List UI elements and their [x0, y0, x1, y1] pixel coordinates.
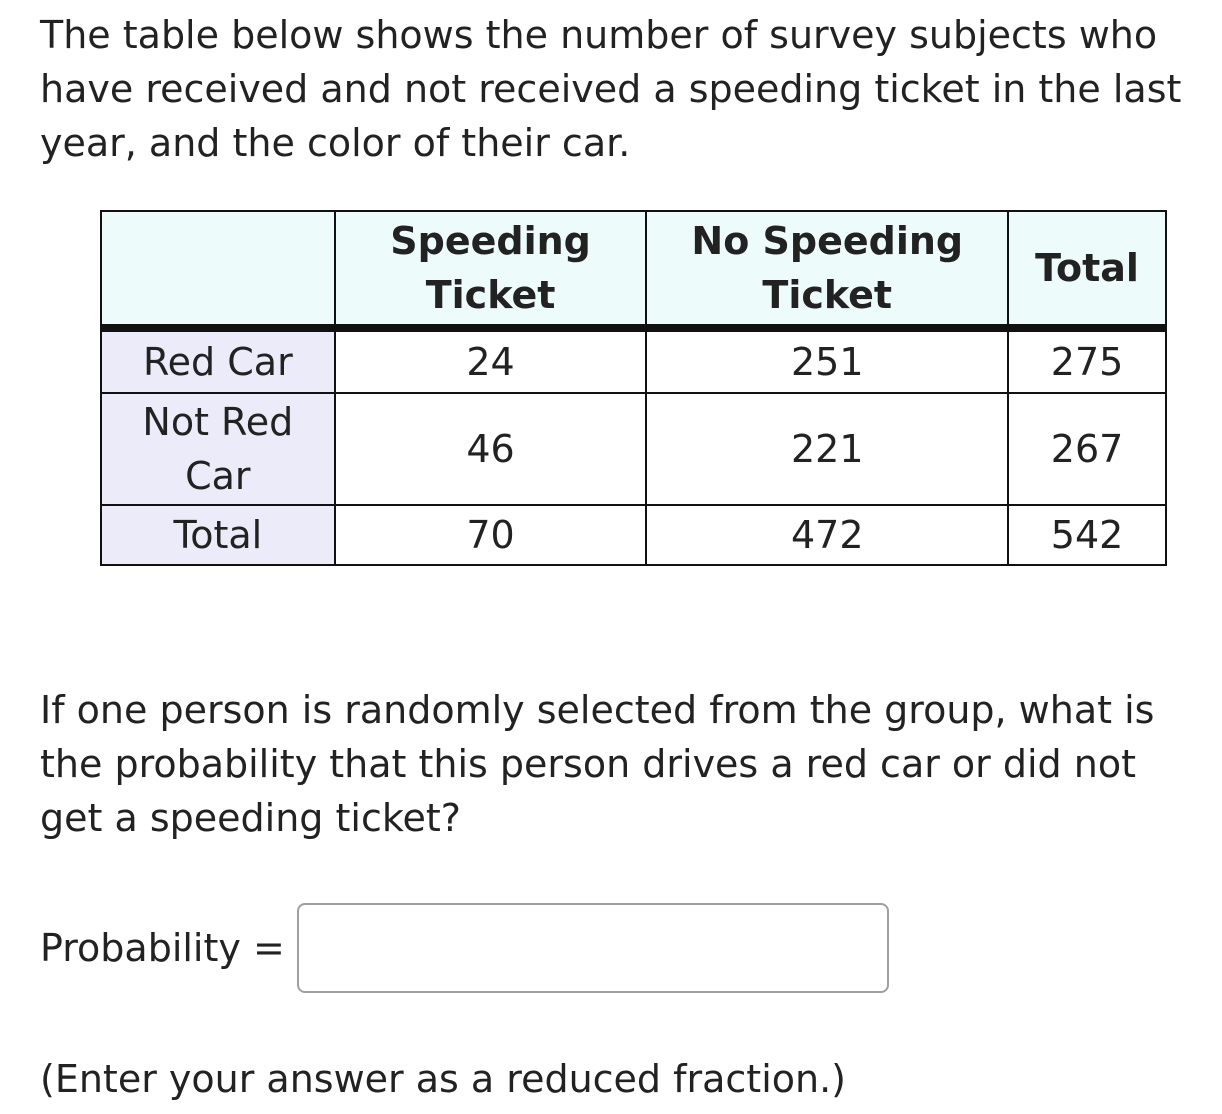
row-header-total: Total	[101, 505, 335, 565]
row-header-not-red-car: Not Red Car	[101, 393, 335, 505]
table-cell: 472	[646, 505, 1008, 565]
column-header-speeding-ticket: Speeding Ticket	[335, 211, 647, 328]
contingency-table	[100, 210, 1167, 566]
table-header-row	[101, 211, 1166, 328]
column-header-total: Total	[1008, 211, 1166, 328]
question-text: If one person is randomly selected from the group, what is the probability that this person drives a red car or did not get a speeding ticket?	[40, 688, 1155, 840]
table-cell: 46	[335, 393, 647, 505]
table-cell: 267	[1008, 393, 1166, 505]
table-cell: 24	[335, 328, 647, 393]
table-row	[101, 328, 1166, 393]
row-header-red-car: Red Car	[101, 328, 335, 393]
table-row	[101, 505, 1166, 565]
answer-row	[40, 902, 889, 994]
column-header-no-speeding-ticket: No Speeding Ticket	[646, 211, 1008, 328]
table-cell: 275	[1008, 328, 1166, 393]
table-corner-header	[101, 211, 335, 328]
table-cell: 542	[1008, 505, 1166, 565]
table-row	[101, 393, 1166, 505]
table-cell: 251	[646, 328, 1008, 393]
answer-hint: (Enter your answer as a reduced fraction.)	[40, 1057, 846, 1101]
table-cell: 70	[335, 505, 647, 565]
problem-intro: The table below shows the number of survey subjects who have received and not received a speeding ticket in the last year, and the color of their car.	[40, 13, 1182, 165]
table-cell: 221	[646, 393, 1008, 505]
probability-input[interactable]	[297, 903, 889, 993]
probability-label: Probability =	[40, 926, 285, 970]
